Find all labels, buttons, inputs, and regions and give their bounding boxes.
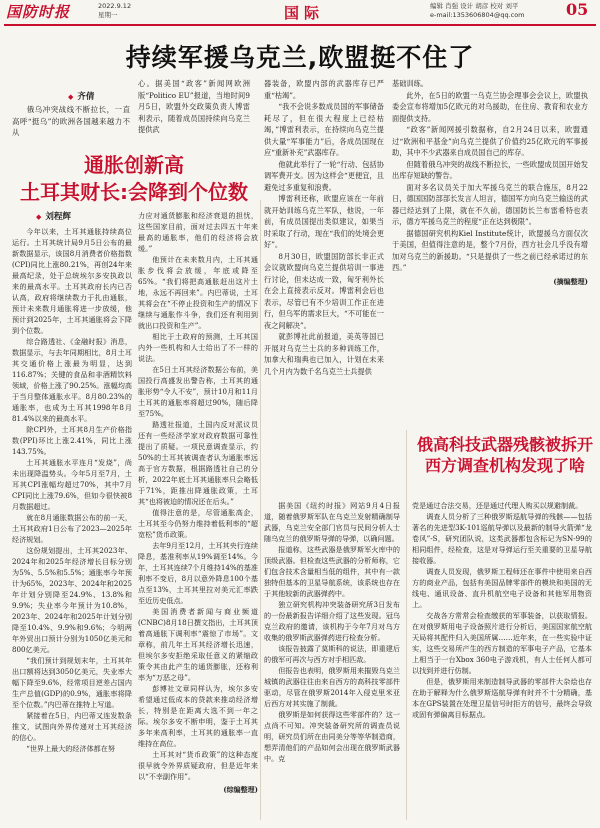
turkey-para: “世界上最大的经济体都在努 xyxy=(26,744,115,753)
main-para: 就彭博社此前报道，美英等国已开展对乌克兰士兵的多种训练工作，加拿大和瑞典也已加入，计划在未来几个月内为数千名乌克兰士兵提供 xyxy=(264,332,384,376)
russia-para: 调查人员发现，俄罗斯工程师还在事件中使用来自西方的商业产品，包括有美国品牌零部件的模块和美国的无线电、通讯设备、直升机航空电子设备和其他军用物资上。 xyxy=(412,567,592,609)
issue-date-block xyxy=(98,2,131,19)
main-lead-column xyxy=(12,104,130,139)
header-rule xyxy=(4,24,596,26)
russia-para: 报道称，这些武器是俄罗斯军火库中的顶级武器。但检查这些武器的分析师称，它们包含技术含量相当低的组件，其中有一款独特但基本的卫星导航系统，该系统也存在于其他较新的武器弹药中。 xyxy=(264,545,400,598)
column-divider xyxy=(406,430,407,820)
russia-article-title xyxy=(410,434,600,476)
russia-para: 俄罗斯是如何获得这些零部件的？这一点尚不可知。冲突装备研究所的调查员说明，研究员们所在由同美分等等华制造商，想弄清他们的产品如何会出现在俄罗斯武器中。克 xyxy=(264,710,400,763)
main-para: 他就此举行了一轮“行动、包括协调军费开支。因为这样会“更便宜，且避免过多重复和浪费。 xyxy=(264,159,384,192)
main-byline xyxy=(68,90,94,102)
main-para-2: 心。据美国“政客”新闻网欧洲版“Politico EU”报道，当地时间9月5日，欧盟外交政策负责人博雷利表示，随着成员国持续向乌克兰提供武 xyxy=(138,79,250,134)
turkey-para: 他预计在未来数月内，土耳其通胀步伐将会放缓，年底或降至65%。“我们将把高通胀赶出这片土地，永远不再回来”。内巴蒂说，土耳其将会在“不停止投资和生产的情况下继续与通胀作斗争，我们还有利用到就出口投资和生产”。 xyxy=(138,255,258,330)
turkey-byline-name: 刘程辉 xyxy=(45,212,71,222)
turkey-para: 值得注意的是，尽管通胀高企，土耳其至今仍努力维持着低利率的“超宽松”货币政策。 xyxy=(138,508,258,539)
turkey-para: 综合路透社、《金融时报》消息，数据显示，与去年同期相比，8月土耳其交通价格上涨最为明显，达到116.87%；关键的食品和非酒精饮料领域，价格上涨了90.25%。涨幅均高于当月整体通胀水平。8月80.23%的通胀率，也成为土耳其1998年8月81.4%以来的最高水平。 xyxy=(12,337,132,423)
main-para: 但随着俄乌冲突的战线不断拉长，一些欧盟成员国开始发出库存短缺的警告。 xyxy=(392,159,588,180)
russia-para: 党是通过合法交易，还是通过代理人购买以规避制裁。 xyxy=(412,501,583,510)
turkey-para: 土耳其通胀水平连月“发烧”，尚未出现降温势头。今年5月至7月，土耳其CPI涨幅均超过70%，其中7月CPI同比上涨79.6%，但如今很快被8月数据超过。 xyxy=(12,458,132,511)
turkey-para: 路透社报道，土国内反对派议员还有一些经济学家对政府数据可靠性提出了质疑。一项民意调查显示，约50%的土耳其被调查者认为通胀率远高于官方数据，根据路透社自己的分析，2022年底土耳其通胀率只会略低于71%，距推出降通胀政策，土耳其“也将被迫的情况还在后头。” xyxy=(138,420,258,506)
main-para: 据德国研究机构Kiel Institute统计，欧盟援乌方面仅次于美国，但值得注意的是，整个7月份，西方社会几乎没有增加对乌克兰的新援助。“只是提供了一些之前已经承诺过的东西。” xyxy=(392,228,588,272)
editor-email: e-mail:1353606804@qq.com xyxy=(430,10,525,19)
turkey-title-line1: 通胀创新高 xyxy=(84,153,184,177)
main-para: 博雷利还称，欧盟应该在一年前就开始训练乌克兰军队，他说，一年前，有成员国提出类似建议，如果当时采取了行动，现在“我们的处境会更好”。 xyxy=(264,194,384,249)
issue-weekday: 星期一 xyxy=(98,10,118,19)
russia-para: 调查人员分析了三种俄罗斯巡航导弹的残骸——包括著名的先进型3K-101巡航导弹以及最新的制导火箭弹“龙卷风”-S，研究团队说，这类武器都包含标记为SN-99的相同组件，经检查，这是对导弹运行至关重要的卫星导航接收器。 xyxy=(412,512,592,565)
section-title: 国际 xyxy=(284,4,325,22)
main-lead-paragraph: 俄乌冲突战线不断拉长，一直高呼“挺乌”的欧洲各国越来越力不从 xyxy=(12,105,130,137)
turkey-source-note: (综编整理) xyxy=(223,785,258,794)
main-headline: 持续军援乌克兰,欧盟挺不住了 xyxy=(125,43,475,72)
main-column-3 xyxy=(264,78,384,424)
newspaper-logo: 国防时报 xyxy=(6,3,71,21)
byline-diamond-icon: ◆ xyxy=(36,213,42,221)
turkey-para: 除CPI外，土耳其8月生产价格指数(PPI)环比上涨2.41%，同比上涨143.75%。 xyxy=(12,425,132,456)
turkey-byline xyxy=(36,210,71,222)
main-para: “我不会说多数成员国的军事储备耗尽了，但在很大程度上已经枯竭，”博雷利表示，在持续向乌克兰提供大量“军事能力”后，各成员国现在应“重新补充”武器库存。 xyxy=(264,102,384,157)
russia-para: 但报告也表明，俄罗斯用来摧毁乌克兰城镇的武器往往由来自西方的高科技零部件驱动，尽管在俄罗斯2014年入侵克里米亚后西方对其实施了制裁。 xyxy=(264,666,400,708)
turkey-para: 相比于土政府的预测，土耳其国内外一些机构和人士给出了不一样的说法。 xyxy=(138,332,258,363)
main-para: “政客”新闻网援引数据称，自2月24日以来，欧盟通过“欧洲和平基金”向乌克兰提供了价值约25亿欧元的军事援助，其中不少武器来自成员国自己的库存。 xyxy=(392,125,588,157)
turkey-column-1 xyxy=(12,226,132,824)
turkey-para: 彭博社文章同样认为，埃尔多安希望通过低成本的贷款来推动经济增长，特别是在距离大选不到一年之际。埃尔多安不断申明，鉴于土耳其多年来高利率，土耳其的通胀率一直维持在高位。 xyxy=(138,684,258,748)
main-source-note: (摘编整理) xyxy=(553,276,588,286)
main-para: 基础训练。 xyxy=(392,79,428,88)
russia-title-line1: 俄高科技武器残骸被拆开 xyxy=(416,435,593,454)
russia-para: 但是，俄罗斯用来制造制导武器的零部件大杂烩也存在助于解释为什么俄罗斯巡航导弹有时并不十分精确，基本在GPS装置在处理卫星信号时拒方的信号，最终会导致或固有弹偏离目标据点。 xyxy=(412,677,592,719)
turkey-para: 在5日土耳其经济数据公布前，美国投行高盛发出警告称，土耳其的通胀形势“令人不安”，预计10月和11月土耳其的通胀率将超过90%，随后降至75%。 xyxy=(138,365,258,418)
turkey-column-2 xyxy=(138,210,258,824)
russia-column-2 xyxy=(412,500,592,824)
turkey-para: 紧接着在5日，内巴蒂又连发数条推文，试图向外界传递对土耳其经济的信心。 xyxy=(12,711,132,742)
masthead xyxy=(0,0,600,24)
turkey-article-title xyxy=(12,152,256,206)
turkey-para: 就在8月通胀数据公布的前一天，土耳其政府1日公布了2023—2025年经济规划。 xyxy=(12,513,132,544)
issue-date: 2022.9.12 xyxy=(98,2,132,10)
turkey-para: 今年以来，土耳其通胀持续高位运行。土耳其统计局9月5日公布的最新数据显示，该国8月消费者价格指数(CPI)同比上涨80.21%，再创24年来最高纪录，处于总统埃尔多安执政以来的最高水平。土耳其政府长内已否认高，政府将继续数力于扎由通胀，预计未来数月通胀将进一步放缓，他预计到2025年，土耳其通胀将会下降到个位数。 xyxy=(12,227,132,335)
russia-para: 独立研究机构冲突装备研究所3日发布的一份最新报告详细介绍了这些发现。冠乌克兰政府的邀请，该机构于今年7月对乌方收集的俄罗斯武器弹药进行检查分析。 xyxy=(264,600,400,642)
byline-diamond-icon: ◆ xyxy=(68,93,74,101)
main-para: 器装备，欧盟内部的武器库存已严重“枯竭”。 xyxy=(264,79,384,100)
editor-credits xyxy=(430,2,525,19)
russia-para: 据美国《纽约时报》网站9月4日报道，随着俄罗斯军队在乌克兰发射精确制导武器，乌克兰安全部门官员与民间分析人士随乌克兰的俄罗斯导弹的导弹，以确问题。 xyxy=(264,501,400,543)
main-byline-name: 齐倩 xyxy=(77,92,95,102)
turkey-para: 土耳其对“货币政策”的这种态度很早就令外界质疑政府，但是近年来以“不幸副作用”。 xyxy=(138,750,258,781)
turkey-para: 这份规划提出，土耳其2023年、2024年和2025年经济增长目标分别为5%、5.5%和5.5%；通胀率今年预计为65%，2023年、2024年和2025年计划分别降至24.9%、13.8%和9.9%；失业率今年预计为10.8%，2023年、2024年和2025年计划分别降至10.4%、9.9%和9.6%；今明两年外贸出口预计分别为1050亿美元和800亿美元。 xyxy=(12,546,132,654)
page-number: 05 xyxy=(566,0,589,19)
russia-title-line2: 西方调查机构发现了啥 xyxy=(424,456,585,475)
main-para: 此外，在5日的欧盟一乌克兰协会理事会会议上，欧盟执委会宣布将增加5亿欧元的对乌援助，在住房、教育和农业方面提供支持。 xyxy=(392,90,588,123)
column-divider xyxy=(260,200,261,820)
main-para: 面对多名议员关于加大军援乌克兰的联合施压，8月22日，德国国防部部长发言人坦言，德国军方向乌克兰输送的武器已经达到了上限，就在不久前，德国防长兰布雷希特也表示，德方军援乌克兰的程度“正在达到极限”。 xyxy=(392,182,588,226)
turkey-para: 去年9月至12月，土耳其央行连续降息，基准利率从19%调至14%。今年，土耳其连续7个月维持14%的基准利率不变后，8月以意外降息100个基点至13%，土耳其里拉对美元汇率跌至近历史低点。 xyxy=(138,541,258,605)
russia-para: 交战各方常常会检查缴获的军事装备，以获取情报。在对俄罗斯用电子设备照片进行分析后，美国国家航空航天局将其配件归入美国所属……近年来，在一些实验中证实，这些交易所产生的西方制造的军事电子产品，它基本上相当于一台Xbox 360电子游戏机，有人士任何人都可以找到并进行仿制。 xyxy=(412,611,592,675)
russia-para: 该报告披露了莫斯科的说法，即重建后的俄军可再次与西方对手相匹敌。 xyxy=(264,644,400,664)
turkey-para: 美国消费者新闻与商业频道(CNBC)8月18日撰文指出，土耳其顶着高通胀下调利率“震惊了市场”。文章称，前几年土耳其经济增长迅速，但埃尔多安拒绝采取任意义的紧缩政策令其由此产生的通货膨胀，还称利率为“万恶之母”。 xyxy=(138,607,258,682)
turkey-para: “我们预计到规划末年，土耳其年出口额将达到3050亿美元，失业率大幅下降至9.6%，经常项目逆差占国内生产总值(GDP)的0.9%，通胀率将降至个位数。”内巴蒂在推特上写道。 xyxy=(12,656,132,709)
main-para: 8月30日，欧盟国防部长非正式会议就欧盟向乌克兰提供培训一事进行讨论，但未达成一致，匈牙利外长在会上直接表示反对。博雷利会后也表示，尽管已有不少培训工作正在进行，但乌军的需求巨大，“不可能在一夜之间解决”。 xyxy=(264,251,384,330)
main-column-4 xyxy=(392,78,588,424)
turkey-title-line2: 土耳其财长:会降到个位数 xyxy=(20,180,248,204)
turkey-para: 力应对通货膨胀和经济衰退的担忧，这些国家目前，面对过去四五十年来最高的通胀率，他们的经济将会放缓。” xyxy=(138,211,258,253)
main-column-2 xyxy=(138,78,250,136)
editor-names: 编辑 肖强 设计 胡彦 校对 刘平 xyxy=(430,2,519,10)
russia-column-1 xyxy=(264,500,400,824)
